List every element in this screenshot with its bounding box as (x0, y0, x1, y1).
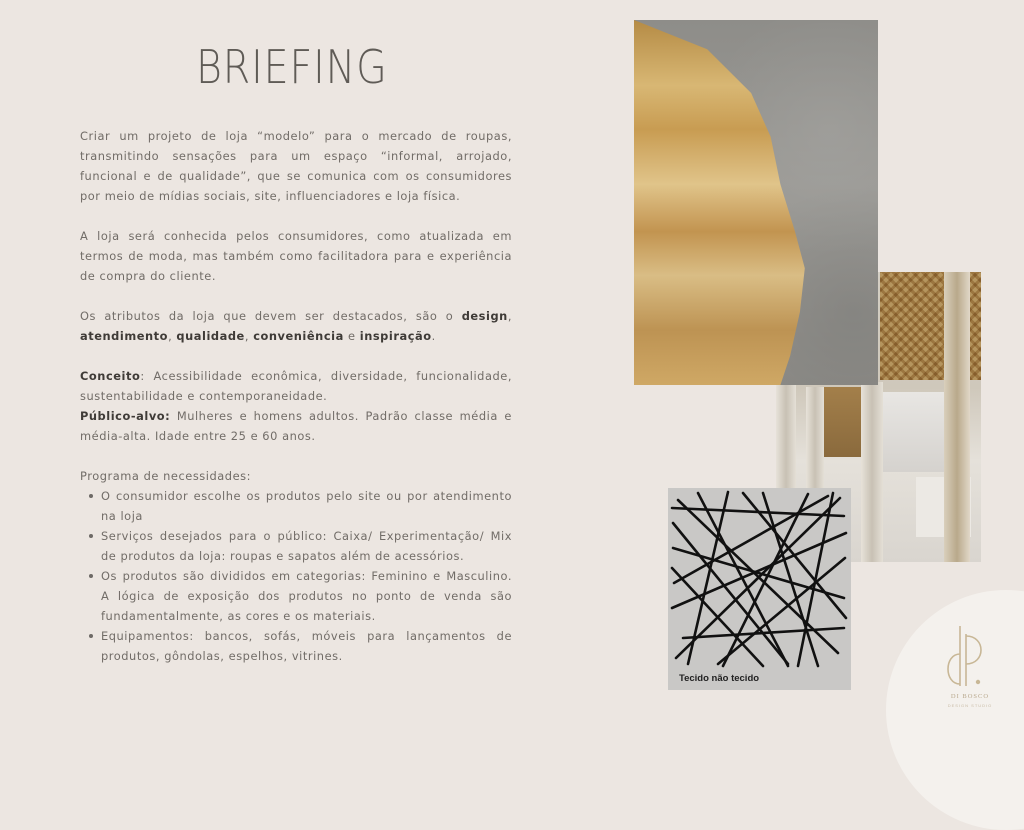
list-item: Equipamentos: bancos, sofás, móveis para lançamentos de produtos, gôndolas, espelhos, vitrines. (80, 626, 512, 666)
gold-concrete-image (634, 20, 878, 385)
paragraph-concept: Conceito: Acessibilidade econômica, diversidade, funcionalidade, sustentabilidade e contemporaneidade. (80, 369, 512, 403)
fabric-lines-graphic (668, 488, 851, 690)
attribute-design: design (461, 309, 508, 323)
attribute-atendimento: atendimento (80, 329, 169, 343)
paragraph-attributes: Os atributos da loja que devem ser destacados, são o design, atendimento, qualidade, conveniência e inspiração. (80, 309, 512, 343)
paragraph-store: A loja será conhecida pelos consumidores, como atualizada em termos de moda, mas também como facilitadora para e experiência de compra do cliente. (80, 229, 512, 283)
list-item: Os produtos são divididos em categorias: Feminino e Masculino. A lógica de exposição dos produtos no ponto de venda são fundamentalmente, as cores e os materiais. (80, 566, 512, 626)
list-item: O consumidor escolhe os produtos pelo site ou por atendimento na loja (80, 486, 512, 526)
paragraph-project: Criar um projeto de loja “modelo” para o mercado de roupas, transmitindo sensações para um espaço “informal, arrojado, funcional e de qualidade”, que se comunica com os consumidores por meio de mídias sociais, site, influenciadores e loja física. (80, 129, 512, 203)
fabric-image (668, 488, 851, 690)
program-heading: Programa de necessidades: (80, 469, 252, 483)
attribute-inspiracao: inspiração (359, 329, 432, 343)
logo-mark-icon (940, 620, 992, 692)
attribute-conveniencia: conveniência (253, 329, 344, 343)
page-title: BRIEFING (196, 40, 388, 94)
logo-name: DI BOSCO (950, 693, 990, 700)
list-item: Serviços desejados para o público: Caixa/ Experimentação/ Mix de produtos da loja: roupas e sapatos além de acessórios. (80, 526, 512, 566)
attribute-qualidade: qualidade (176, 329, 245, 343)
concept-label: Conceito (80, 369, 141, 383)
paragraph-audience: Público-alvo: Mulheres e homens adultos. Padrão classe média e média-alta. Idade entre 25 e 60 anos. (80, 409, 512, 443)
audience-label: Público-alvo: (80, 409, 171, 423)
fabric-caption: Tecido não tecido (679, 673, 760, 684)
program-list (80, 486, 512, 666)
logo-tagline: DESIGN STUDIO (947, 703, 993, 708)
briefing-text (80, 126, 512, 666)
